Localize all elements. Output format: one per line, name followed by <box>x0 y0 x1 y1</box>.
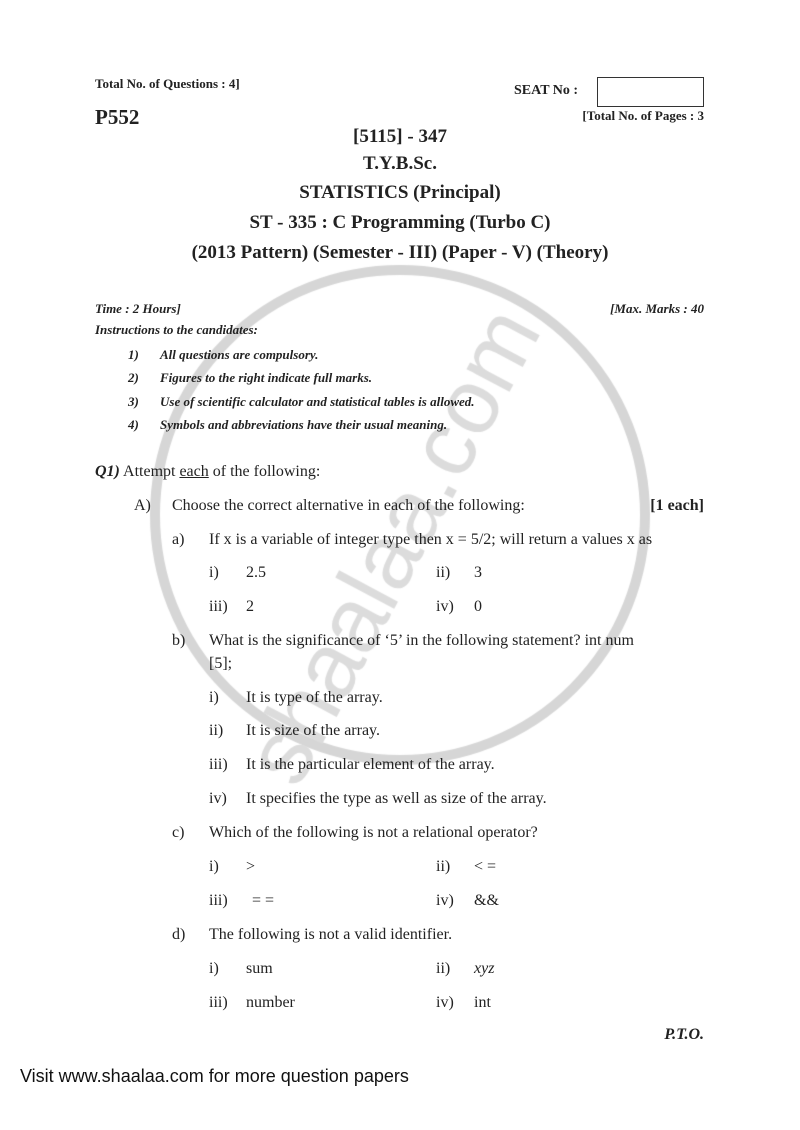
paper-title: ST - 335 : C Programming (Turbo C) <box>249 212 551 233</box>
option-text: It is the particular element of the array. <box>246 756 495 773</box>
question-text: Which of the following is not a relational operator? <box>209 824 538 841</box>
option-text: 2.5 <box>246 564 266 581</box>
question-num: b) <box>172 632 186 649</box>
option-num: i) <box>209 564 219 581</box>
option-text: It is type of the array. <box>246 689 383 706</box>
option-text: It specifies the type as well as size of the array. <box>246 790 547 807</box>
option-text: && <box>474 892 499 909</box>
instruction-num: 1) <box>128 347 139 362</box>
paper-code: P552 <box>95 105 140 129</box>
question-text: The following is not a valid identifier. <box>209 926 453 943</box>
subject: STATISTICS (Principal) <box>299 182 501 203</box>
q1-num: Q1) <box>95 463 120 480</box>
part-a-num: A) <box>134 497 151 514</box>
option-text: = = <box>252 892 275 909</box>
total-questions: Total No. of Questions : 4] <box>95 76 240 91</box>
option-text: It is size of the array. <box>246 722 381 739</box>
seat-label: SEAT No : <box>514 83 579 98</box>
instructions-title: Instructions to the candidates: <box>95 322 258 337</box>
option-num: iv) <box>209 790 227 807</box>
part-a-text: Choose the correct alternative in each of the following: <box>172 497 525 514</box>
option-num: i) <box>209 689 219 706</box>
option-num: ii) <box>209 722 224 739</box>
instruction-num: 3) <box>128 394 139 409</box>
option-text: 2 <box>246 598 254 615</box>
instruction-text: All questions are compulsory. <box>160 347 319 362</box>
option-num: iii) <box>209 756 228 773</box>
max-marks: [Max. Marks : 40 <box>610 301 704 316</box>
footer-link[interactable]: Visit www.shaalaa.com for more question papers <box>20 1066 409 1086</box>
q1-text: Attempt <box>123 463 180 480</box>
option-num: iii) <box>209 994 228 1011</box>
option-num: iv) <box>436 994 454 1011</box>
instruction-text: Symbols and abbreviations have their usual meaning. <box>160 417 448 432</box>
option-text: > <box>246 858 256 875</box>
question-text-cont: [5]; <box>209 655 233 672</box>
question-num: d) <box>172 926 186 943</box>
option-text: 3 <box>474 564 482 581</box>
option-num: ii) <box>436 858 451 875</box>
pattern: (2013 Pattern) (Semester - III) (Paper - V) (Theory) <box>191 242 609 263</box>
option-num: i) <box>209 858 219 875</box>
total-pages: [Total No. of Pages : 3 <box>582 108 704 123</box>
question-text: If x is a variable of integer type then x = 5/2; will return a values x as <box>209 531 653 548</box>
pto: P.T.O. <box>664 1026 704 1043</box>
option-num: ii) <box>436 564 451 581</box>
option-text: int <box>474 994 491 1011</box>
instruction-num: 2) <box>128 370 139 385</box>
option-num: iv) <box>436 598 454 615</box>
option-num: ii) <box>436 960 451 977</box>
option-text: sum <box>246 960 273 977</box>
time: Time : 2 Hours] <box>95 301 181 316</box>
question-num: c) <box>172 824 185 841</box>
option-text: 0 <box>474 598 482 615</box>
part-a-marks: [1 each] <box>650 497 704 514</box>
q1-text-end: of the following: <box>208 463 321 480</box>
option-num: iii) <box>209 598 228 615</box>
option-text: < = <box>474 858 497 875</box>
exam-code: [5115] - 347 <box>353 126 447 147</box>
option-num: iv) <box>436 892 454 909</box>
option-text: number <box>246 994 295 1011</box>
question-text: What is the significance of ‘5’ in the following statement? int num <box>209 632 634 649</box>
instruction-num: 4) <box>128 417 139 432</box>
instruction-text: Use of scientific calculator and statistical tables is allowed. <box>160 394 475 409</box>
q1-underlined: each <box>179 463 209 480</box>
question-num: a) <box>172 531 185 548</box>
course: T.Y.B.Sc. <box>363 153 437 174</box>
seat-number-box <box>597 77 704 107</box>
question-1 <box>95 464 320 480</box>
option-num: i) <box>209 960 219 977</box>
option-text: xyz <box>474 960 495 977</box>
option-num: iii) <box>209 892 228 909</box>
instruction-text: Figures to the right indicate full marks. <box>160 370 373 385</box>
